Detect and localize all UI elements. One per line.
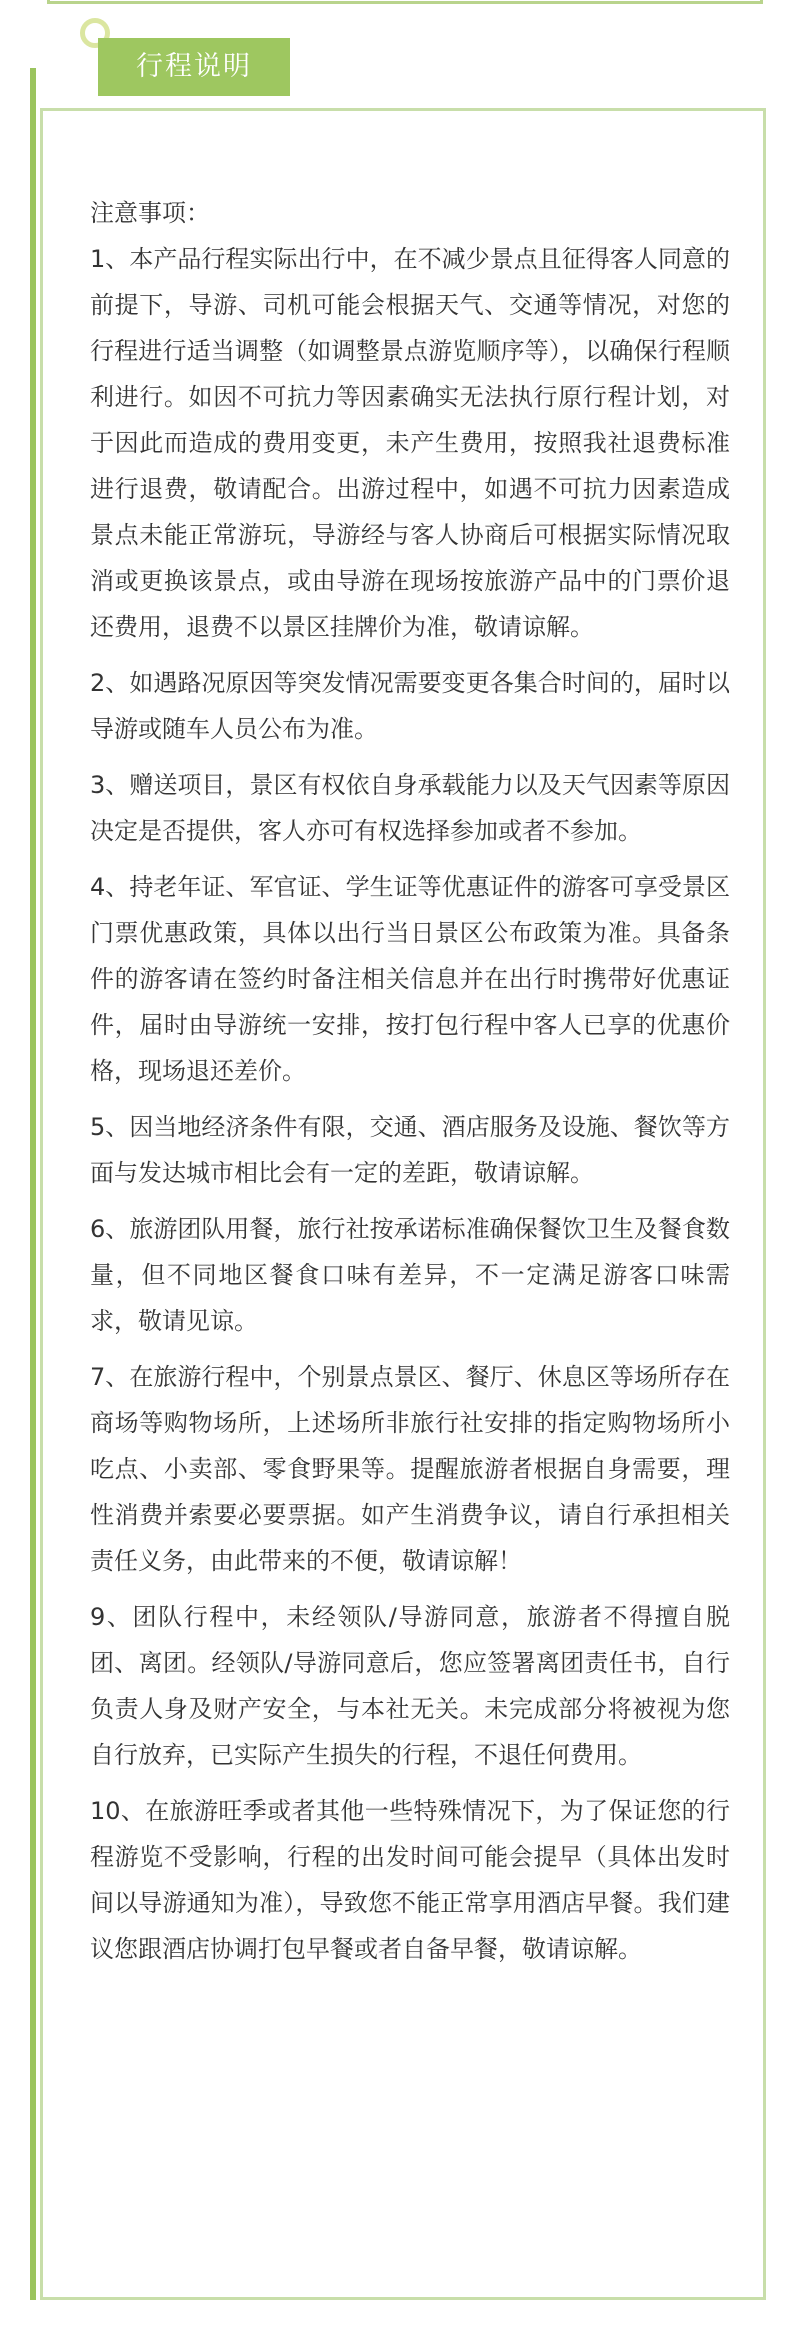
notes-heading: 注意事项： [90, 199, 210, 227]
section-title: 行程说明 [98, 38, 290, 96]
note-item-2: 2、如遇路况原因等突发情况需要变更各集合时间的，届时以导游或随车人员公布为准。 [90, 669, 730, 743]
notes-content [90, 190, 730, 1982]
note-item-3: 3、赠送项目，景区有权依自身承载能力以及天气因素等原因决定是否提供，客人亦可有权选择参加或者不参加。 [90, 771, 730, 845]
left-accent-bar [30, 68, 36, 2300]
note-item-1: 1、本产品行程实际出行中，在不减少景点且征得客人同意的前提下，导游、司机可能会根据天气、交通等情况，对您的行程进行适当调整（如调整景点游览顺序等），以确保行程顺利进行。如因不可抗力等因素确实无法执行原行程计划，对于因此而造成的费用变更，未产生费用，按照我社退费标准进行退费，敬请配合。出游过程中，如遇不可抗力因素造成景点未能正常游玩，导游经与客人协商后可根据实际情况取消或更换该景点，或由导游在现场按旅游产品中的门票价退还费用，退费不以景区挂牌价为准，敬请谅解。 [90, 245, 730, 641]
note-item-9: 9、团队行程中，未经领队/导游同意，旅游者不得擅自脱团、离团。经领队/导游同意后，您应签署离团责任书，自行负责人身及财产安全，与本社无关。未完成部分将被视为您自行放弃，已实际产生损失的行程，不退任何费用。 [90, 1603, 730, 1769]
note-item-4: 4、持老年证、军官证、学生证等优惠证件的游客可享受景区门票优惠政策，具体以出行当日景区公布政策为准。具备条件的游客请在签约时备注相关信息并在出行时携带好优惠证件，届时由导游统一安排，按打包行程中客人已享的优惠价格，现场退还差价。 [90, 873, 730, 1085]
note-item-7: 7、在旅游行程中，个别景点景区、餐厅、休息区等场所存在商场等购物场所，上述场所非旅行社安排的指定购物场所小吃点、小卖部、零食野果等。提醒旅游者根据自身需要，理性消费并索要必要票据。如产生消费争议，请自行承担相关责任义务，由此带来的不便，敬请谅解！ [90, 1363, 730, 1575]
previous-section-edge [47, 0, 763, 4]
note-item-6: 6、旅游团队用餐，旅行社按承诺标准确保餐饮卫生及餐食数量，但不同地区餐食口味有差异，不一定满足游客口味需求，敬请见谅。 [90, 1215, 730, 1335]
note-item-5: 5、因当地经济条件有限，交通、酒店服务及设施、餐饮等方面与发达城市相比会有一定的差距，敬请谅解。 [90, 1113, 730, 1187]
note-item-10: 10、在旅游旺季或者其他一些特殊情况下，为了保证您的行程游览不受影响，行程的出发时间可能会提早（具体出发时间以导游通知为准），导致您不能正常享用酒店早餐。我们建议您跟酒店协调打包早餐或者自备早餐，敬请谅解。 [90, 1797, 730, 1963]
